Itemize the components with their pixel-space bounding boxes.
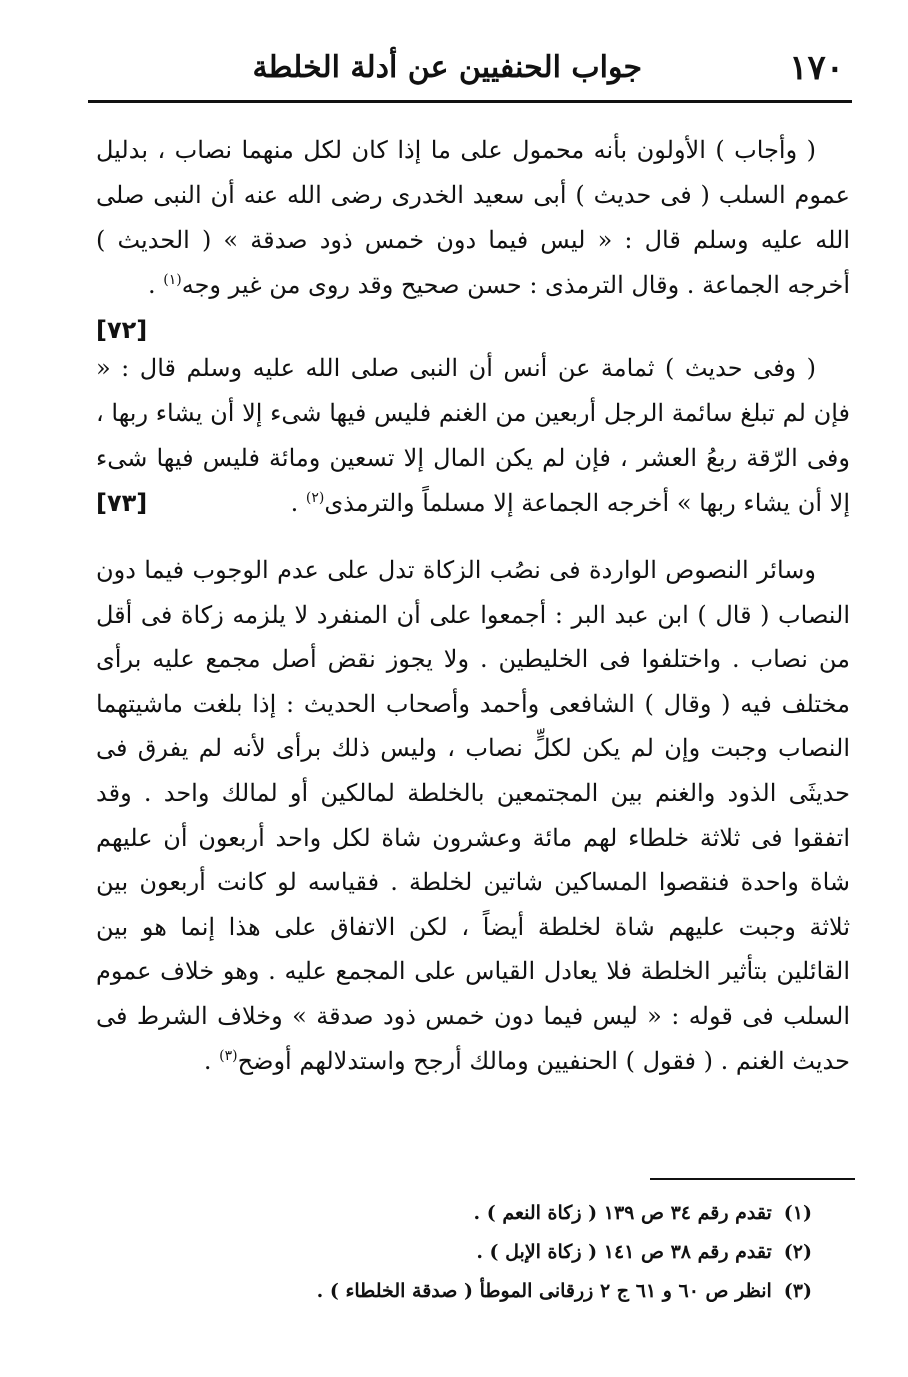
- footnote-3: [300, 1272, 812, 1311]
- footnote-number: (١): [783, 1202, 812, 1224]
- footnote-number: (٢): [783, 1241, 812, 1263]
- footnote-mark-3: (٣): [219, 1047, 238, 1064]
- paragraph-2-text: ( وفى حديث ) ثمامة عن أنس أن النبى صلى الله عليه وسلم قال : « فإن لم تبلغ سائمة الرجل أربعين من الغنم فليس فيها شىء إلا أن يشاء ربها ، وفى الرّقة ربعُ العشر ، فإن لم يكن المال إلا تسعين ومائة فليس فيها شىء إلا أن يشاء ربها » أخرجه الجماعة إلا مسلماً والترمذى: [96, 354, 850, 517]
- footnote-text: تقدم رقم ٣٨ ص ١٤١ ( زكاة الإبل ) .: [476, 1241, 772, 1263]
- hadith-ref-73: [٧٣]: [96, 489, 148, 517]
- page-header: [88, 44, 852, 96]
- footnote-text: تقدم رقم ٣٤ ص ١٣٩ ( زكاة النعم ) .: [473, 1202, 772, 1224]
- paragraph-3: [96, 548, 850, 1083]
- paragraph-3-tail: .: [203, 1046, 220, 1075]
- running-title: جواب الحنفيين عن أدلة الخلطة: [252, 50, 642, 85]
- page-number: ١٧٠: [789, 48, 844, 88]
- footnote-mark-2: (٢): [305, 490, 325, 506]
- footnote-text: انظر ص ٦٠ و ٦١ ج ٢ زرقانى الموطأ ( صدقة الخلطاء ) .: [316, 1280, 772, 1302]
- header-rule: [88, 100, 852, 103]
- footnote-mark-1: (١): [163, 272, 182, 288]
- paragraph-2: [96, 346, 850, 526]
- footnotes: [300, 1194, 812, 1311]
- footnote-2: [300, 1233, 812, 1272]
- paragraph-1: [96, 128, 850, 353]
- footnote-rule: [650, 1178, 855, 1180]
- paragraph-3-text: وسائر النصوص الواردة فى نصُب الزكاة تدل على عدم الوجوب فيما دون النصاب ( قال ) ابن عبد البر : أجمعوا على أن المنفرد لا يلزمه زكاة فى أقل من نصاب . واختلفوا فى الخليطين . ولا يجوز نقض أصل مجمع عليه برأى مختلف فيه ( وقال ) الشافعى وأحمد وأصحاب الحديث : إذا بلغت ماشيتهما النصاب وجبت وإن لم يكن لكلٍّ نصاب ، وليس ذلك برأى لأنه لم يفرق فى حديثَى الذود والغنم بين المجتمعين بالخلطة لمالكين أو لمالك واحد . وقد اتفقوا فى ثلاثة خلطاء لهم مائة وعشرون شاة لكل واحد أربعون أن عليهم شاة واحدة فنقصوا المساكين شاتين لخلطة . فقياسه لو كانت أربعون بين ثلاثة وجبت عليهم شاة لخلطة أيضاً ، لكن الاتفاق على هذا إنما هو بين القائلين بتأثير الخلطة فلا يعادل القياس على المجمع عليه . وهو خلاف عموم السلب فى قوله : « ليس فيما دون خمس ذود صدقة » وخلاف الشرط فى حديث الغنم . ( فقول ) الحنفيين ومالك أرجح واستدلالهم أوضح: [96, 556, 851, 1075]
- footnote-1: [300, 1194, 812, 1233]
- paragraph-1-tail: .: [147, 271, 164, 299]
- hadith-ref-72: [٧٢]: [96, 316, 148, 344]
- paragraph-2-tail: .: [290, 489, 306, 517]
- paragraph-1-text: ( وأجاب ) الأولون بأنه محمول على ما إذا كان لكل منهما نصاب ، بدليل عموم السلب ( فى حديث ) أبى سعيد الخدرى رضى الله عنه أن النبى صلى الله عليه وسلم قال : « ليس فيما دون خمس ذود صدقة » ( الحديث ) أخرجه الجماعة . وقال الترمذى : حسن صحيح وقد روى من غير وجه: [96, 136, 850, 299]
- footnote-number: (٣): [783, 1280, 812, 1302]
